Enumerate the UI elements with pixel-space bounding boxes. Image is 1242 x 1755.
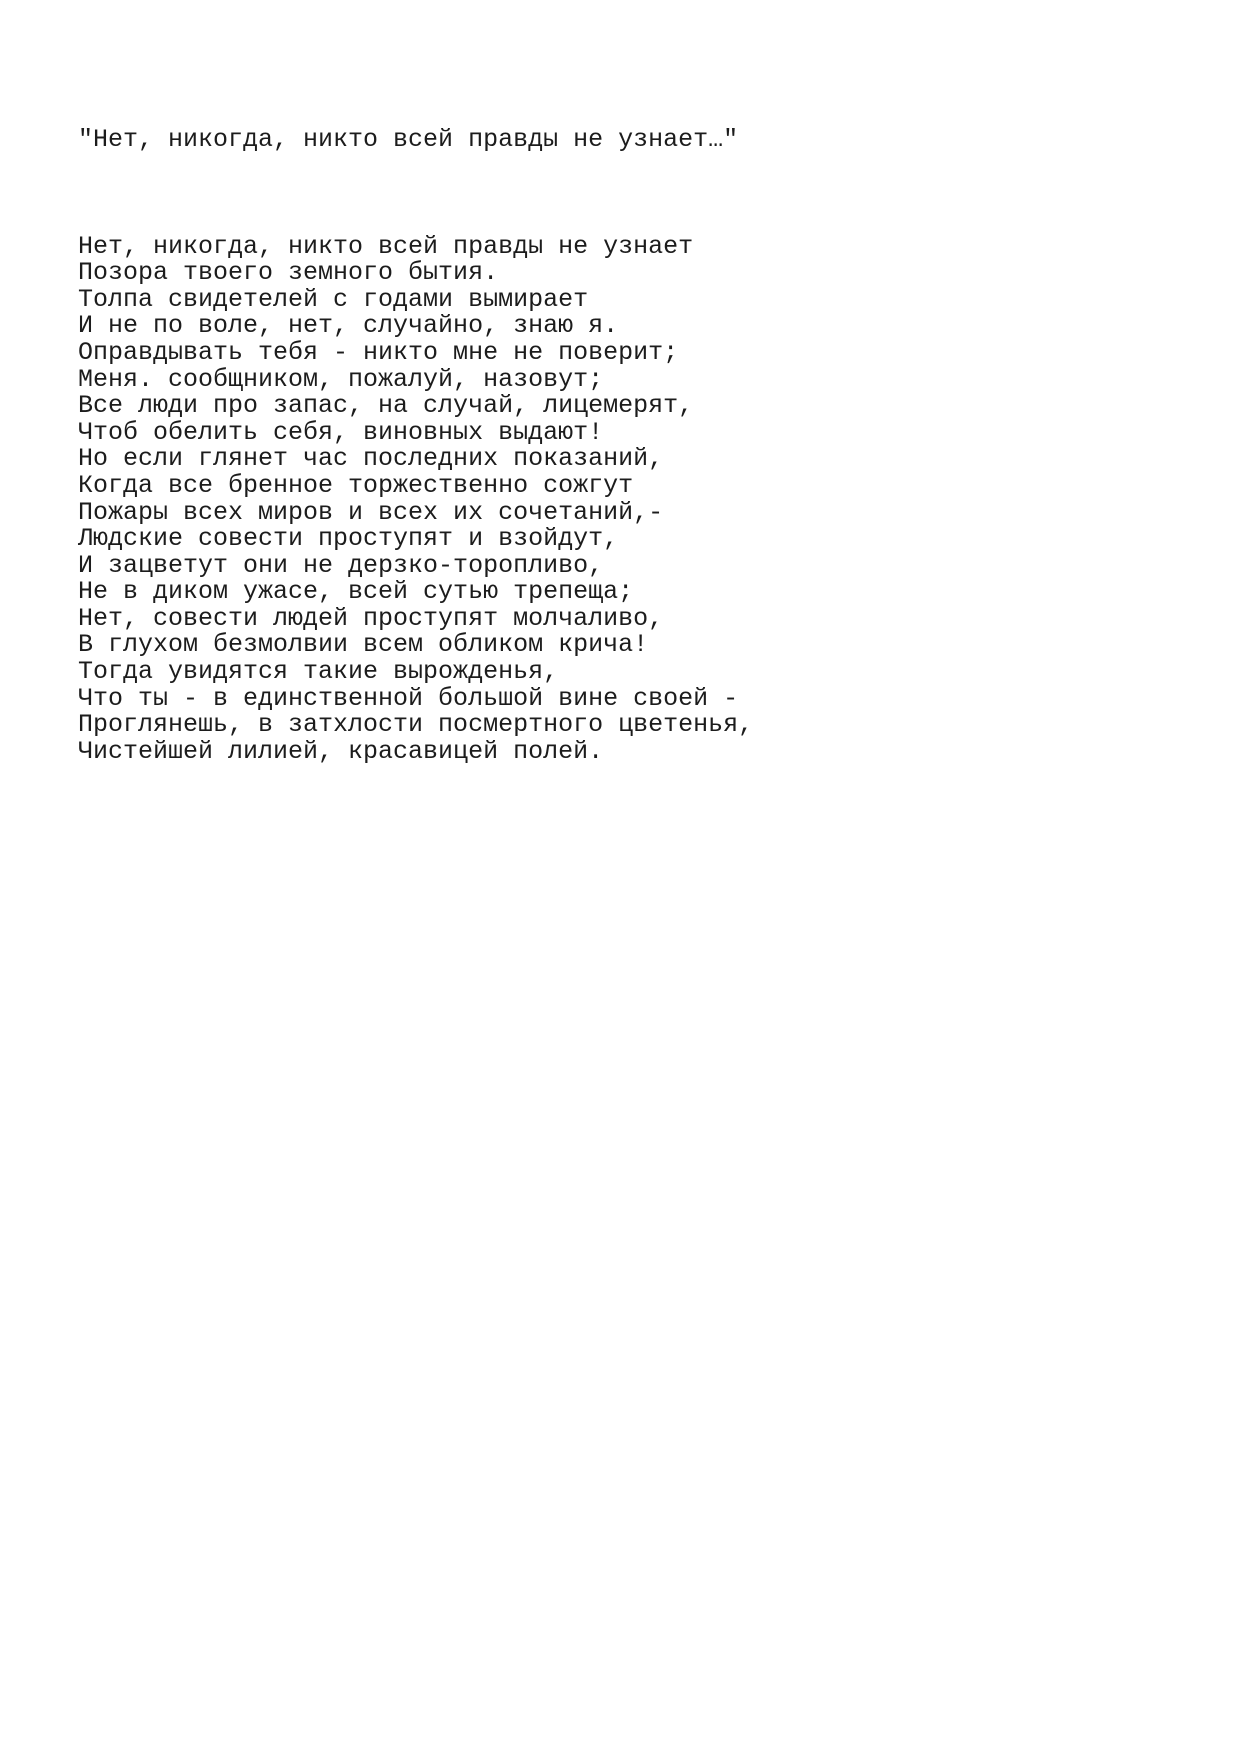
poem-line: Когда все бренное торжественно сожгут: [78, 470, 634, 500]
poem-line: Толпа свидетелей с годами вымирает: [78, 284, 589, 314]
poem-line: Чтоб обелить себя, виновных выдают!: [78, 417, 604, 447]
poem-line: Позора твоего земного бытия.: [78, 258, 499, 288]
poem-line: Не в диком ужасе, всей сутью трепеща;: [78, 577, 634, 607]
poem-line: Нет, совести людей проступят молчаливо,: [78, 603, 664, 633]
poem-line: Проглянешь, в затхлости посмертного цветенья,: [78, 710, 754, 740]
poem-line: Пожары всех миров и всех их сочетаний,-: [78, 497, 664, 527]
poem-line: И не по воле, нет, случайно, знаю я.: [78, 311, 619, 341]
poem-line: Нет, никогда, никто всей правды не узнает: [78, 231, 694, 261]
poem-line: Людские совести проступят и взойдут,: [78, 524, 619, 554]
poem-line: И зацветут они не дерзко-торопливо,: [78, 550, 604, 580]
poem: [78, 74, 753, 819]
poem-line: Все люди про запас, на случай, лицемерят,: [78, 391, 694, 421]
poem-line: Тогда увидятся такие вырожденья,: [78, 657, 559, 687]
poem-line: Меня. сообщником, пожалуй, назовут;: [78, 364, 604, 394]
poem-line: Что ты - в единственной большой вине своей -: [78, 683, 739, 713]
poem-title: "Нет, никогда, никто всей правды не узнает…": [78, 125, 739, 155]
poem-line: Оправдывать тебя - никто мне не поверит;: [78, 337, 679, 367]
poem-body: [78, 231, 754, 766]
poem-line: Но если глянет час последних показаний,: [78, 444, 664, 474]
poem-line: В глухом безмолвии всем обликом крича!: [78, 630, 649, 660]
poem-line: Чистейшей лилией, красавицей полей.: [78, 736, 604, 766]
